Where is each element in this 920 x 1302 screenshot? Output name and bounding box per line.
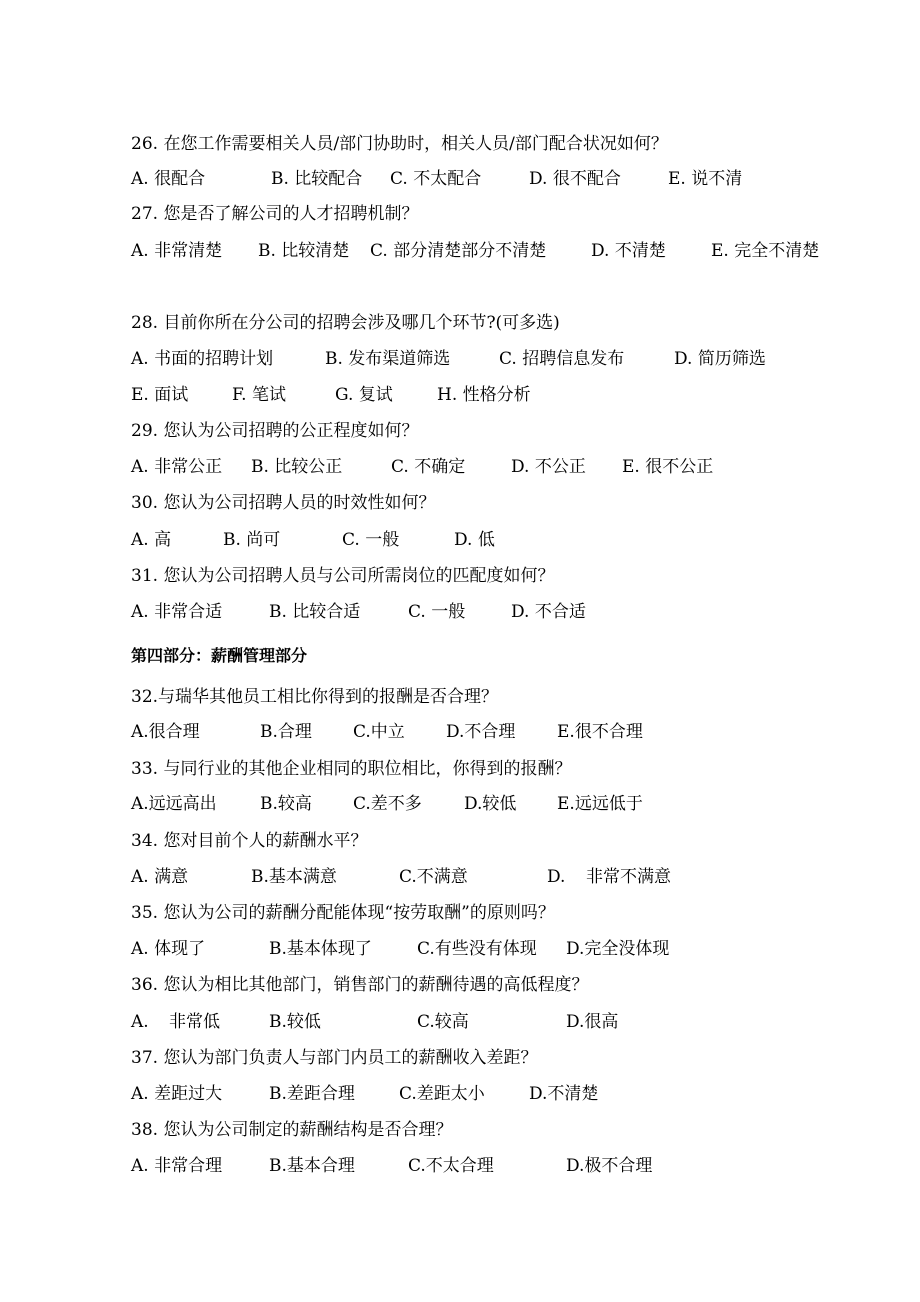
option: E. 很不公正 xyxy=(622,457,714,477)
option: C.不太合理 xyxy=(408,1156,494,1176)
question-34-text: 34. 您对目前个人的薪酬水平？ xyxy=(131,831,368,851)
question-35-text: 35. 您认为公司的薪酬分配能体现“按劳取酬”的原则吗？ xyxy=(131,903,555,923)
option: D. 低 xyxy=(454,530,495,550)
option: 非常低 xyxy=(169,1012,220,1032)
option: A. 非常清楚 xyxy=(131,241,223,261)
option: D. 不合适 xyxy=(511,602,586,622)
question-33-text: 33. 与同行业的其他企业相同的职位相比，你得到的报酬？ xyxy=(131,759,572,779)
option: D.较低 xyxy=(464,794,517,814)
option: B.基本体现了 xyxy=(269,939,372,959)
question-36-text: 36. 您认为相比其他部门，销售部门的薪酬待遇的高低程度？ xyxy=(131,975,589,995)
option: D. xyxy=(547,867,566,887)
option: C. 一般 xyxy=(342,530,400,550)
option: A. 满意 xyxy=(131,867,189,887)
option: D.极不合理 xyxy=(566,1156,653,1176)
question-27-text: 27. 您是否了解公司的人才招聘机制？ xyxy=(131,204,419,224)
option: C.差不多 xyxy=(353,794,422,814)
option: C. 部分清楚部分不清楚 xyxy=(370,241,547,261)
option: E.远远低于 xyxy=(557,794,643,814)
option: A. 非常合理 xyxy=(131,1156,223,1176)
option: B.合理 xyxy=(260,722,312,742)
option: E. 说不清 xyxy=(668,169,743,189)
option: C.较高 xyxy=(417,1012,469,1032)
option: E.很不合理 xyxy=(557,722,643,742)
option: A. 非常公正 xyxy=(131,457,223,477)
option: C.差距太小 xyxy=(399,1084,485,1104)
option: B. 比较公正 xyxy=(251,457,343,477)
option: A. 非常合适 xyxy=(131,602,223,622)
option: E. 面试 xyxy=(131,385,189,405)
question-38-text: 38. 您认为公司制定的薪酬结构是否合理？ xyxy=(131,1120,453,1140)
option: C.有些没有体现 xyxy=(417,939,537,959)
section-heading: 第四部分：薪酬管理部分 xyxy=(131,646,308,665)
option: B. 比较配合 xyxy=(271,169,363,189)
option: A. xyxy=(131,1012,149,1032)
option: A.远远高出 xyxy=(131,794,217,814)
option: D. 不公正 xyxy=(511,457,586,477)
option: B. 发布渠道筛选 xyxy=(325,349,451,369)
option: B.基本满意 xyxy=(251,867,337,887)
option: A. 书面的招聘计划 xyxy=(131,349,274,369)
option: A. 高 xyxy=(131,530,172,550)
option: C. 不确定 xyxy=(391,457,466,477)
option: A. 很配合 xyxy=(131,169,206,189)
option: D.完全没体现 xyxy=(566,939,670,959)
option: D. 简历筛选 xyxy=(674,349,766,369)
option: D.不清楚 xyxy=(529,1084,599,1104)
option: 非常不满意 xyxy=(586,867,671,887)
option: D. 不清楚 xyxy=(591,241,666,261)
option: D.很高 xyxy=(566,1012,619,1032)
question-29-text: 29. 您认为公司招聘的公正程度如何？ xyxy=(131,421,419,441)
option: B. 比较清楚 xyxy=(258,241,350,261)
option: E. 完全不清楚 xyxy=(711,241,820,261)
option: C.不满意 xyxy=(399,867,468,887)
option: C.中立 xyxy=(353,722,405,742)
option: D.不合理 xyxy=(446,722,516,742)
question-37-text: 37. 您认为部门负责人与部门内员工的薪酬收入差距？ xyxy=(131,1048,538,1068)
option: B.差距合理 xyxy=(269,1084,355,1104)
option: A. 差距过大 xyxy=(131,1084,223,1104)
option: B.较低 xyxy=(269,1012,321,1032)
option: F. 笔试 xyxy=(232,385,286,405)
question-26-text: 26. 在您工作需要相关人员/部门协助时，相关人员/部门配合状况如何？ xyxy=(131,134,668,154)
option: B.基本合理 xyxy=(269,1156,355,1176)
question-32-text: 32.与瑞华其他员工相比你得到的报酬是否合理？ xyxy=(131,687,499,707)
question-31-text: 31. 您认为公司招聘人员与公司所需岗位的匹配度如何？ xyxy=(131,566,555,586)
option: C. 招聘信息发布 xyxy=(499,349,625,369)
option: H. 性格分析 xyxy=(437,385,531,405)
option: G. 复试 xyxy=(335,385,393,405)
question-30-text: 30. 您认为公司招聘人员的时效性如何？ xyxy=(131,493,436,513)
option: A. 体现了 xyxy=(131,939,206,959)
option: B.较高 xyxy=(260,794,312,814)
option: A.很合理 xyxy=(131,722,200,742)
option: C. 一般 xyxy=(408,602,466,622)
option: B. 比较合适 xyxy=(269,602,361,622)
question-28-text: 28. 目前你所在分公司的招聘会涉及哪几个环节?(可多选) xyxy=(131,313,560,333)
option: B. 尚可 xyxy=(223,530,281,550)
option: D. 很不配合 xyxy=(529,169,621,189)
option: C. 不太配合 xyxy=(390,169,482,189)
